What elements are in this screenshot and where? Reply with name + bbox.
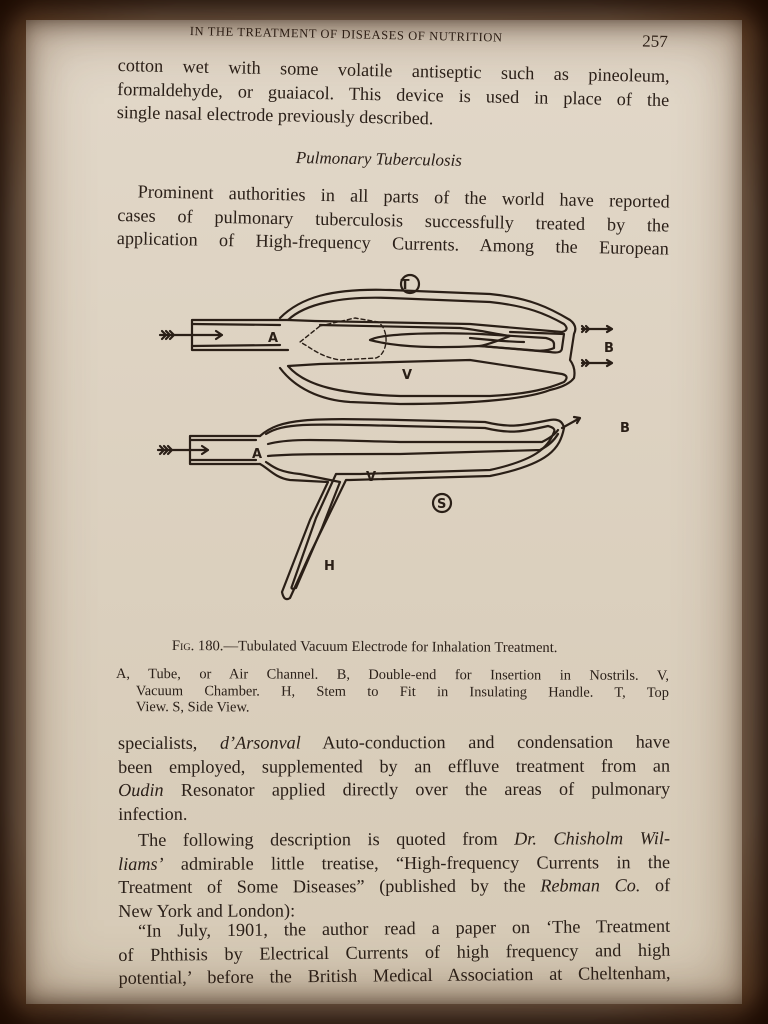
text-line: “In July, 1901, the author read a paper on ‘The Treatment bbox=[138, 915, 671, 941]
text-line: Prominent authorities in all parts of the world have reported bbox=[137, 181, 670, 212]
publisher-name: Rebman Co. bbox=[540, 875, 641, 896]
name-oudin: Oudin bbox=[118, 779, 164, 800]
top-inner-wall-lower bbox=[288, 360, 567, 396]
text-line bbox=[118, 874, 670, 899]
text-line: application of High-frequency Currents. Among the European bbox=[116, 227, 669, 259]
side-view-marker-label: S bbox=[437, 497, 447, 512]
text-line: single nasal electrode previously described. bbox=[116, 101, 434, 129]
running-head-title: IN THE TREATMENT OF DISEASES OF NUTRITION bbox=[189, 24, 503, 45]
figure-caption bbox=[172, 638, 558, 657]
label-b-top: B bbox=[604, 341, 614, 356]
side-outlet-arrow bbox=[562, 417, 580, 428]
text-line bbox=[118, 778, 670, 803]
label-a-side: A bbox=[252, 447, 263, 462]
top-outlet-arrow-lower bbox=[582, 360, 612, 366]
label-v-top: V bbox=[402, 368, 413, 383]
intro-paragraph bbox=[117, 180, 670, 261]
top-view-electrode bbox=[192, 290, 575, 404]
author-name-cont: liams’ bbox=[118, 853, 164, 874]
text-run: admirable little treatise, “High-frequency Currents in the bbox=[163, 851, 671, 874]
text-line: infection. bbox=[118, 803, 188, 824]
section-heading: Pulmonary Tuberculosis bbox=[295, 148, 463, 170]
text-line: of Phthisis by Electrical Currents of high frequency and high bbox=[118, 939, 671, 965]
legend-line: View. S, Side View. bbox=[135, 699, 250, 716]
side-inner-wall bbox=[266, 424, 554, 588]
paragraph-specialists bbox=[118, 731, 670, 826]
figure-electrode-diagram bbox=[150, 268, 650, 628]
text-line: formaldehyde, or guaiacol. This device is used in place of the bbox=[117, 78, 670, 110]
legend-line: Vacuum Chamber. H, Stem to Fit in Insulating Handle. T, Top bbox=[135, 682, 669, 701]
side-inner-channel bbox=[268, 430, 558, 456]
text-line bbox=[118, 731, 670, 756]
text-line: been employed, supplemented by an effluve treatment from an bbox=[118, 755, 671, 777]
top-outlet-arrow-upper bbox=[582, 326, 612, 332]
side-inlet-arrow bbox=[158, 446, 208, 454]
figure-title: —Tubulated Vacuum Electrode for Inhalation Treatment. bbox=[223, 638, 558, 657]
label-a-top: A bbox=[268, 331, 279, 346]
top-view-marker-label: T bbox=[400, 278, 410, 293]
legend-line: A, Tube, or Air Channel. B, Double-end for Insertion in Nostrils. V, bbox=[115, 666, 669, 684]
name-darsonval: d’Arsonval bbox=[219, 732, 301, 753]
author-name: Dr. Chisholm Wil- bbox=[514, 828, 671, 849]
electrode-illustration bbox=[150, 268, 650, 628]
text-run: specialists, bbox=[118, 732, 220, 753]
text-line: potential,’ before the British Medical Association at Cheltenham, bbox=[118, 962, 671, 988]
text-line: New York and London): bbox=[118, 899, 296, 921]
label-v-side: V bbox=[366, 470, 377, 485]
text-run: Treatment of Some Diseases” (published by the bbox=[118, 875, 541, 897]
text-run: The following description is quoted from bbox=[138, 828, 515, 850]
top-fork-inner bbox=[370, 333, 554, 350]
figure-legend bbox=[116, 666, 669, 717]
label-b-side: B bbox=[620, 421, 630, 436]
text-line: cotton wet with some volatile antiseptic such as pineoleum, bbox=[117, 54, 670, 87]
text-line: cases of pulmonary tuberculosis successfully treated by the bbox=[117, 204, 670, 236]
side-outer-wall bbox=[260, 419, 564, 599]
top-paragraph bbox=[117, 54, 670, 136]
label-h-stem: H bbox=[324, 559, 335, 574]
side-view-electrode bbox=[190, 419, 564, 599]
figure-number: Fig. 180. bbox=[171, 638, 224, 655]
page-number: 257 bbox=[642, 31, 668, 52]
paragraph-quote-intro bbox=[118, 827, 670, 923]
text-run: Resonator applied directly over the areas of pulmonary bbox=[163, 778, 671, 800]
text-line bbox=[118, 851, 670, 876]
text-line bbox=[118, 827, 670, 852]
paragraph-quote bbox=[118, 915, 671, 991]
text-run: Auto-conduction and condensation have bbox=[300, 731, 671, 753]
text-run: of bbox=[640, 875, 671, 896]
